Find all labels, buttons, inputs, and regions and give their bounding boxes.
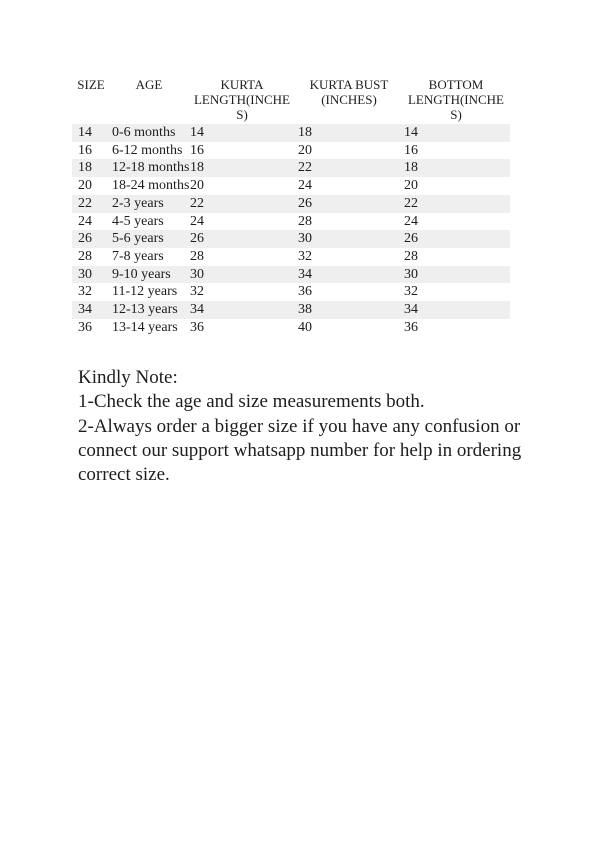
- table-row: [72, 177, 510, 195]
- table-row: [72, 159, 510, 177]
- column-header-line: AGE: [135, 77, 163, 92]
- column-header: [188, 77, 296, 124]
- column-header-line: KURTA BUST: [309, 77, 389, 92]
- table-cell: 32: [78, 284, 92, 300]
- table-row: [72, 319, 510, 337]
- column-header-line: KURTA: [220, 77, 264, 92]
- table-cell: 28: [404, 248, 418, 264]
- table-cell: 34: [296, 266, 402, 284]
- table-cell: 16: [190, 142, 204, 158]
- column-header-line: BOTTOM: [428, 77, 484, 92]
- table-cell: 14: [188, 124, 296, 142]
- note-item-1: 1-Check the age and size measurements both.: [78, 391, 425, 413]
- table-row: [72, 124, 510, 142]
- table-cell: 2-3 years: [110, 195, 188, 213]
- table-cell: 24: [298, 178, 312, 194]
- table-cell: 13-14 years: [112, 319, 178, 335]
- column-header: [72, 77, 110, 124]
- table-cell: 30: [402, 266, 510, 284]
- column-header-line: S): [450, 107, 462, 122]
- column-header: [110, 77, 188, 124]
- note-item-2: 2-Always order a bigger size if you have any confusion or connect our support whatsapp number for help in ordering correct size.: [78, 415, 522, 486]
- column-header-line: SIZE: [77, 77, 105, 92]
- table-cell: 40: [298, 319, 312, 335]
- table-cell: 28: [190, 248, 204, 264]
- table-cell: 20: [298, 142, 312, 158]
- size-chart-body: [72, 124, 510, 336]
- table-cell: 38: [296, 301, 402, 319]
- table-row: [72, 248, 510, 266]
- table-cell: 18-24 months: [112, 178, 190, 194]
- table-cell: 26: [72, 230, 110, 248]
- table-cell: 16: [78, 142, 92, 158]
- table-cell: 26: [402, 230, 510, 248]
- table-cell: 24: [404, 213, 418, 229]
- table-cell: 16: [404, 142, 418, 158]
- table-row: [72, 195, 510, 213]
- column-header-line: LENGTH(INCHE: [407, 92, 505, 107]
- table-cell: 18: [72, 159, 110, 177]
- table-cell: 26: [296, 195, 402, 213]
- table-cell: 22: [188, 195, 296, 213]
- table-row: [72, 213, 510, 231]
- size-chart-table: [72, 77, 510, 336]
- table-cell: 26: [188, 230, 296, 248]
- table-cell: 28: [298, 213, 312, 229]
- table-cell: 24: [190, 213, 204, 229]
- table-cell: 14: [402, 124, 510, 142]
- table-cell: 18: [402, 159, 510, 177]
- table-cell: 32: [404, 284, 418, 300]
- note-heading: Kindly Note:: [78, 367, 178, 388]
- table-cell: 36: [298, 284, 312, 300]
- table-cell: 32: [190, 284, 204, 300]
- table-cell: 20: [404, 178, 418, 194]
- table-cell: 28: [78, 248, 92, 264]
- table-cell: 22: [296, 159, 402, 177]
- table-cell: 22: [402, 195, 510, 213]
- table-cell: 36: [404, 319, 418, 335]
- table-row: [72, 283, 510, 301]
- table-cell: 12-18 months: [112, 160, 190, 176]
- table-row: [72, 266, 510, 284]
- table-cell: 4-5 years: [112, 213, 164, 229]
- table-cell: 22: [72, 195, 110, 213]
- table-row: [72, 230, 510, 248]
- column-header: [402, 77, 510, 124]
- table-cell: 36: [190, 319, 204, 335]
- column-header-line: (INCHES): [321, 92, 377, 107]
- table-row: [72, 301, 510, 319]
- table-cell: 6-12 months: [112, 142, 183, 158]
- table-cell: 7-8 years: [112, 248, 164, 264]
- table-cell: 34: [402, 301, 510, 319]
- table-cell: 5-6 years: [110, 230, 188, 248]
- size-chart-header: [72, 77, 510, 124]
- column-header: [296, 77, 402, 124]
- table-cell: 0-6 months: [110, 124, 188, 142]
- table-row: [72, 142, 510, 160]
- table-cell: 30: [72, 266, 110, 284]
- table-cell: 9-10 years: [110, 266, 188, 284]
- column-header-line: S): [236, 107, 248, 122]
- table-cell: 20: [78, 178, 92, 194]
- table-cell: 34: [188, 301, 296, 319]
- table-cell: 30: [188, 266, 296, 284]
- table-cell: 18: [296, 124, 402, 142]
- table-cell: 11-12 years: [112, 284, 178, 300]
- table-cell: 30: [296, 230, 402, 248]
- table-cell: 32: [298, 248, 312, 264]
- table-cell: 34: [72, 301, 110, 319]
- table-cell: 14: [72, 124, 110, 142]
- table-cell: 12-13 years: [110, 301, 188, 319]
- table-cell: 36: [78, 319, 92, 335]
- size-chart-header-row: [72, 77, 510, 124]
- table-cell: 24: [78, 213, 92, 229]
- column-header-line: LENGTH(INCHE: [193, 92, 291, 107]
- note-block: [78, 366, 556, 487]
- table-cell: 18: [188, 159, 296, 177]
- table-cell: 20: [190, 178, 204, 194]
